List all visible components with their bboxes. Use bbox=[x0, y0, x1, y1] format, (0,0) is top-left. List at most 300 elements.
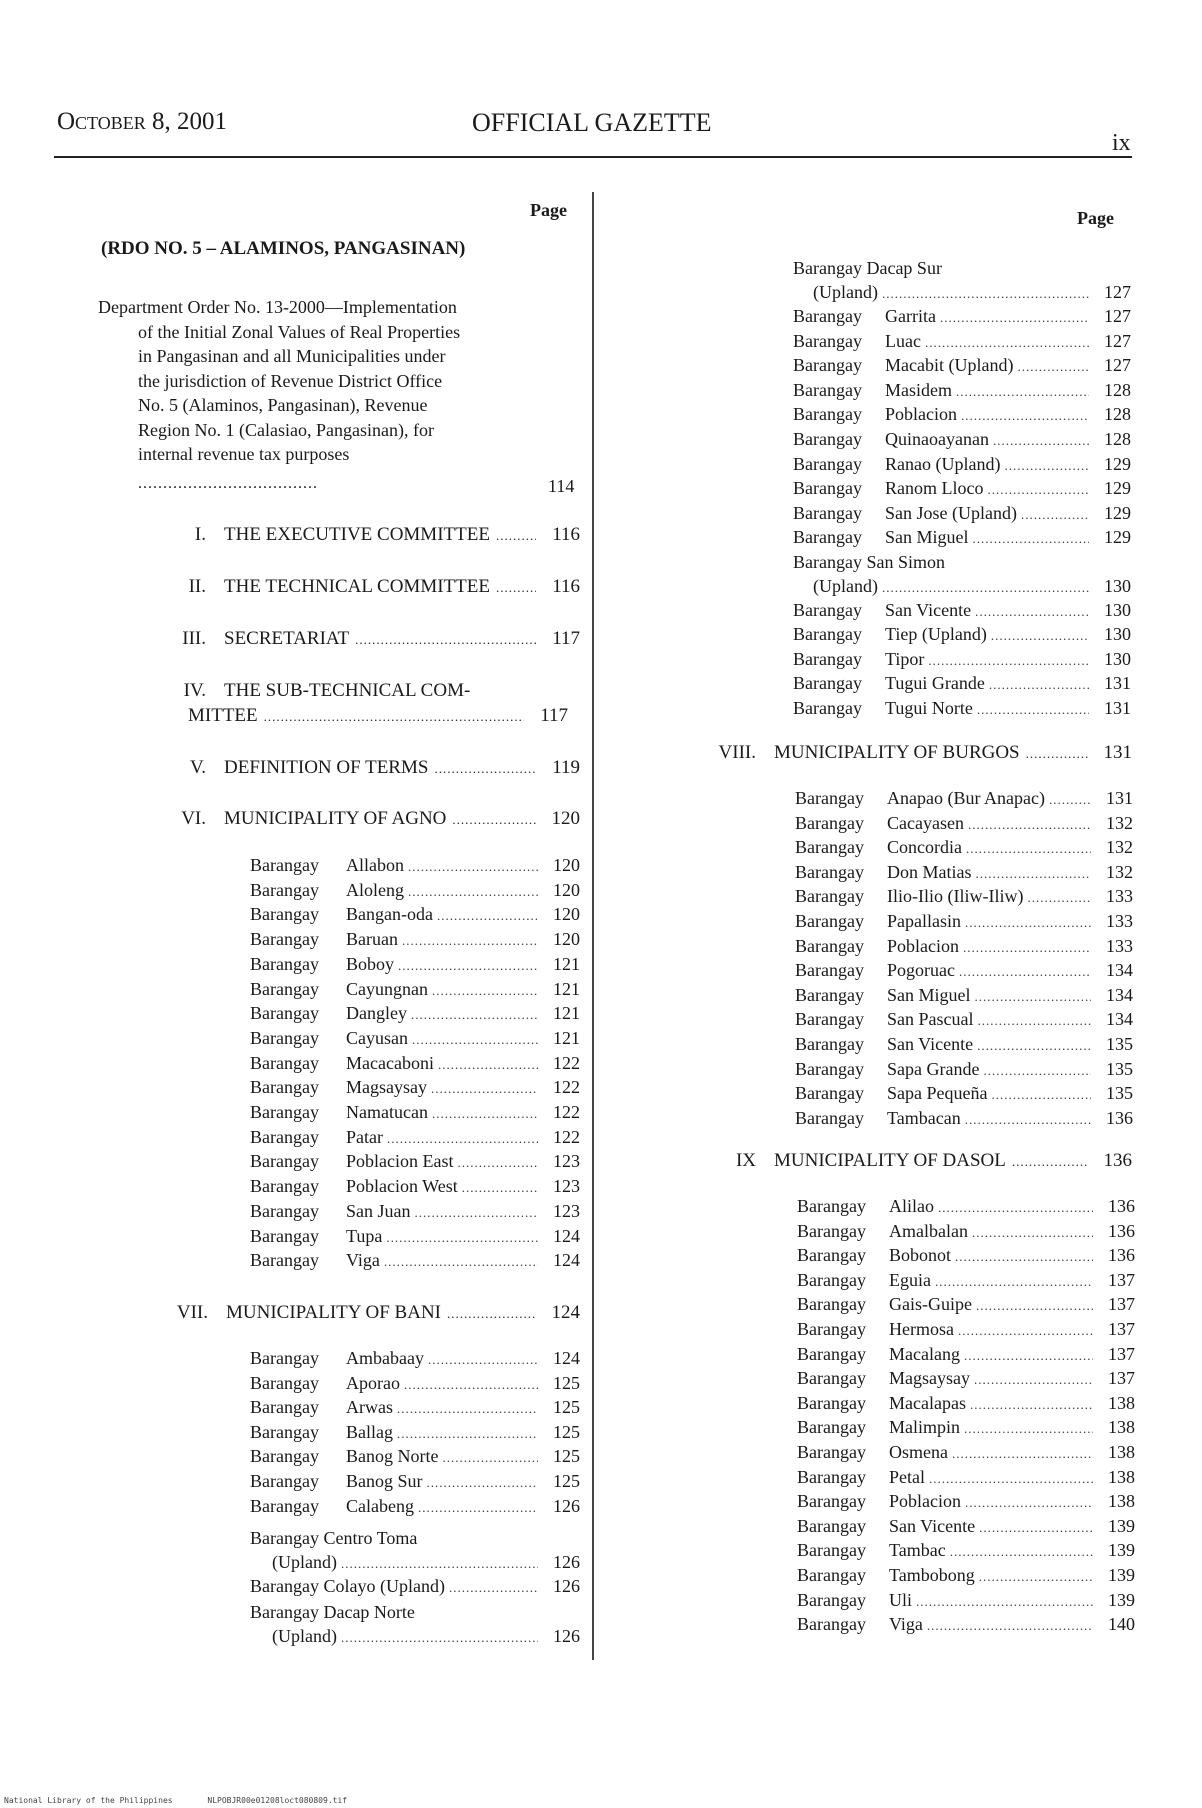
dot-leader bbox=[956, 380, 1089, 404]
barangay-label bbox=[250, 902, 433, 926]
dot-leader bbox=[341, 1552, 538, 1576]
dot-leader bbox=[449, 1576, 538, 1600]
barangay-prefix: Barangay bbox=[250, 879, 319, 900]
barangay-entry bbox=[250, 1420, 580, 1444]
barangay-page: 120 bbox=[553, 879, 580, 900]
dot-leader bbox=[452, 807, 536, 833]
barangay-name: Poblacion West bbox=[346, 1176, 458, 1197]
barangay-name: Tiep (Upland) bbox=[885, 624, 987, 645]
barangay-page: 129 bbox=[1104, 453, 1131, 474]
barangay-prefix: Barangay bbox=[250, 978, 319, 999]
barangay-entry bbox=[250, 952, 580, 976]
department-order bbox=[98, 295, 538, 467]
dot-leader bbox=[442, 1446, 538, 1470]
department-order-line: No. 5 (Alaminos, Pangasinan), Revenue bbox=[138, 395, 428, 415]
barangay-name: Cacayasen bbox=[887, 812, 964, 833]
barangay-page: 134 bbox=[1106, 984, 1133, 1005]
barangay-entry bbox=[795, 958, 1133, 982]
dot-leader bbox=[950, 1540, 1093, 1564]
dot-leader bbox=[993, 429, 1089, 453]
barangay-entry bbox=[793, 671, 1131, 695]
barangay-label bbox=[250, 1420, 393, 1444]
barangay-prefix: Barangay bbox=[250, 1151, 319, 1172]
barangay-prefix: Barangay bbox=[793, 502, 862, 523]
barangay-entry bbox=[795, 835, 1133, 859]
barangay-name: Sapa Grande bbox=[887, 1058, 980, 1079]
barangay-entry bbox=[250, 1248, 580, 1272]
section-title: MUNICIPALITY OF DASOL bbox=[774, 1150, 1006, 1171]
barangay-label bbox=[793, 598, 971, 622]
dot-leader bbox=[976, 1294, 1093, 1318]
barangay-label bbox=[793, 696, 973, 720]
section-number: I. bbox=[194, 524, 206, 545]
barangay-entry bbox=[795, 1106, 1133, 1130]
barangay-entry bbox=[797, 1538, 1135, 1562]
barangay-label bbox=[795, 811, 964, 835]
dot-leader bbox=[462, 1176, 538, 1200]
department-order-line: internal revenue tax purposes bbox=[138, 444, 350, 464]
barangay-name: San Pascual bbox=[887, 1009, 974, 1030]
barangay-name: San Vicente bbox=[889, 1515, 976, 1536]
barangay-label bbox=[795, 909, 961, 933]
dot-leader bbox=[457, 1151, 538, 1175]
dot-leader bbox=[404, 1373, 538, 1397]
barangay-entry bbox=[797, 1268, 1135, 1292]
barangay-label bbox=[250, 1174, 458, 1198]
section-entry bbox=[162, 806, 580, 832]
barangay-entry bbox=[250, 1174, 580, 1198]
footer-library: National Library of the Philippines bbox=[4, 1796, 173, 1805]
barangay-prefix: Barangay bbox=[795, 1107, 864, 1128]
barangay-entry bbox=[795, 1081, 1133, 1105]
dot-leader bbox=[1027, 886, 1091, 910]
barangay-name: Macalang bbox=[889, 1343, 960, 1364]
section-title: MITTEE bbox=[188, 705, 258, 726]
dot-leader bbox=[882, 282, 1089, 306]
barangay-name: San Miguel bbox=[885, 527, 969, 548]
barangay-label bbox=[795, 884, 1023, 908]
barangay-prefix: Barangay bbox=[250, 953, 319, 974]
barangay-page: 130 bbox=[1104, 648, 1131, 669]
barangay-entry bbox=[793, 353, 1131, 377]
barangay-entry bbox=[793, 402, 1131, 426]
barangay-label: Barangay Colayo (Upland) bbox=[250, 1576, 445, 1596]
section-title: THE TECHNICAL COMMITTEE bbox=[224, 576, 490, 597]
barangay-prefix: Barangay bbox=[793, 624, 862, 645]
barangay-label bbox=[250, 1494, 414, 1518]
barangay-name: Ballag bbox=[346, 1421, 393, 1442]
barangay-page: 124 bbox=[553, 1225, 580, 1246]
barangay-prefix: Barangay bbox=[797, 1565, 866, 1585]
barangay-name: Tupa bbox=[346, 1225, 383, 1246]
barangay-prefix: Barangay bbox=[250, 1225, 319, 1246]
barangay-prefix: Barangay bbox=[250, 1077, 319, 1098]
barangay-name: Patar bbox=[346, 1126, 383, 1147]
barangay-label bbox=[795, 983, 971, 1007]
barangay-prefix: Barangay bbox=[250, 1052, 319, 1073]
barangay-page: 127 bbox=[1104, 355, 1131, 376]
dot-leader bbox=[987, 478, 1089, 502]
barangay-label bbox=[797, 1538, 946, 1562]
barangay-label bbox=[797, 1440, 948, 1464]
barangay-name: Gais-Guipe bbox=[889, 1294, 972, 1315]
barangay-label bbox=[797, 1563, 975, 1587]
section-entry bbox=[162, 755, 580, 781]
barangay-prefix: Barangay bbox=[250, 1176, 319, 1197]
barangay-label bbox=[797, 1268, 931, 1292]
barangay-name: Namatucan bbox=[346, 1102, 428, 1122]
section-page: 117 bbox=[552, 628, 580, 649]
barangay-label bbox=[250, 1469, 423, 1493]
barangay-page: 139 bbox=[1108, 1565, 1135, 1585]
barangay-page: 128 bbox=[1104, 379, 1131, 400]
barangay-entry bbox=[797, 1489, 1135, 1513]
barangay-prefix: Barangay bbox=[795, 1058, 864, 1079]
dot-leader bbox=[940, 306, 1089, 330]
barangay-prefix: Barangay bbox=[797, 1269, 866, 1290]
dot-leader bbox=[428, 1348, 538, 1372]
section-entry bbox=[188, 703, 568, 729]
dot-leader bbox=[431, 1077, 538, 1101]
barangay-label bbox=[250, 1395, 393, 1419]
barangay-page: 137 bbox=[1108, 1319, 1135, 1339]
barangay-page: 126 bbox=[553, 1576, 580, 1596]
barangay-entry bbox=[797, 1292, 1135, 1316]
barangay-prefix: Barangay bbox=[797, 1392, 866, 1413]
barangay-name: Ranao (Upland) bbox=[885, 453, 1001, 474]
barangay-page: 122 bbox=[553, 1102, 580, 1122]
barangay-name: Concordia bbox=[887, 837, 962, 858]
dot-leader bbox=[432, 1102, 538, 1126]
barangay-name: Tambacan bbox=[887, 1107, 961, 1128]
barangay-prefix: Barangay bbox=[797, 1319, 866, 1339]
dot-leader bbox=[398, 954, 538, 978]
barangay-label bbox=[797, 1219, 968, 1243]
section-page: 116 bbox=[552, 576, 580, 597]
barangay-continuation: (Upland) bbox=[813, 576, 878, 596]
barangay-name: Tugui Grande bbox=[885, 673, 985, 694]
barangay-name: Poblacion bbox=[889, 1491, 961, 1512]
barangay-label bbox=[795, 1081, 987, 1105]
dot-leader bbox=[970, 1393, 1093, 1417]
barangay-page: 135 bbox=[1106, 1058, 1133, 1079]
dot-leader bbox=[438, 1053, 538, 1077]
barangay-entry bbox=[795, 1057, 1133, 1081]
barangay-prefix: Barangay bbox=[250, 1126, 319, 1147]
barangay-label bbox=[797, 1292, 972, 1316]
barangay-label bbox=[795, 958, 955, 982]
barangay-entry bbox=[797, 1514, 1135, 1538]
barangay-page: 131 bbox=[1104, 697, 1131, 718]
section-entry bbox=[162, 522, 580, 548]
barangay-name: Aporao bbox=[346, 1372, 400, 1393]
barangay-page: 133 bbox=[1106, 911, 1133, 931]
barangay-name: Tugui Norte bbox=[885, 697, 973, 718]
barangay-entry bbox=[250, 1574, 580, 1598]
barangay-prefix: Barangay bbox=[250, 1200, 319, 1221]
barangay-entry-line1: Barangay Dacap Norte bbox=[250, 1602, 415, 1622]
barangay-label bbox=[797, 1612, 923, 1636]
section-number: II. bbox=[188, 576, 206, 597]
barangay-prefix: Barangay bbox=[250, 1372, 319, 1393]
section-title: THE SUB-TECHNICAL COM- bbox=[224, 680, 471, 701]
barangay-prefix: Barangay bbox=[797, 1196, 866, 1216]
dot-leader bbox=[412, 1028, 538, 1052]
barangay-page: 128 bbox=[1104, 404, 1131, 425]
dot-leader bbox=[387, 1127, 538, 1151]
barangay-name: Viga bbox=[346, 1250, 380, 1271]
barangay-entry bbox=[250, 1075, 580, 1099]
barangay-label bbox=[793, 671, 985, 695]
barangay-entry-line2 bbox=[272, 1550, 580, 1574]
section-number: VII. bbox=[176, 1302, 208, 1323]
barangay-label bbox=[795, 786, 1045, 810]
barangay-label bbox=[250, 1001, 407, 1025]
barangay-label bbox=[797, 1588, 912, 1612]
barangay-page: 134 bbox=[1106, 1009, 1133, 1030]
barangay-prefix: Barangay bbox=[793, 478, 862, 499]
barangay-entry-line1: Barangay San Simon bbox=[793, 552, 945, 572]
barangay-entry bbox=[797, 1243, 1135, 1267]
barangay-page: 121 bbox=[553, 953, 580, 974]
barangay-prefix: Barangay bbox=[250, 1446, 319, 1467]
barangay-page: 125 bbox=[553, 1421, 580, 1442]
barangay-entry bbox=[795, 1032, 1133, 1056]
barangay-label bbox=[250, 1051, 434, 1075]
barangay-page: 126 bbox=[553, 1552, 580, 1572]
barangay-page: 137 bbox=[1108, 1343, 1135, 1364]
barangay-continuation: (Upland) bbox=[813, 282, 878, 302]
barangay-entry bbox=[250, 1149, 580, 1173]
barangay-page: 130 bbox=[1104, 576, 1131, 596]
barangay-prefix: Barangay bbox=[795, 1083, 864, 1104]
dot-leader bbox=[991, 1083, 1091, 1107]
department-order-dots: .................................... bbox=[138, 475, 318, 492]
barangay-entry bbox=[797, 1194, 1135, 1218]
barangay-page: 130 bbox=[1104, 600, 1131, 620]
barangay-label bbox=[250, 1199, 411, 1223]
dot-leader bbox=[938, 1196, 1093, 1220]
barangay-entry bbox=[250, 1395, 580, 1419]
barangay-prefix: Barangay bbox=[795, 984, 864, 1005]
barangay-prefix: Barangay bbox=[793, 379, 862, 400]
right-page-label: Page bbox=[1077, 208, 1114, 228]
barangay-page: 138 bbox=[1108, 1392, 1135, 1413]
dot-leader bbox=[1021, 503, 1089, 527]
barangay-name: Bangan-oda bbox=[346, 904, 433, 925]
barangay-page: 138 bbox=[1108, 1442, 1135, 1462]
barangay-entry bbox=[250, 1026, 580, 1050]
section-entry bbox=[162, 678, 580, 704]
barangay-page: 124 bbox=[553, 1250, 580, 1271]
barangay-name: San Miguel bbox=[887, 984, 971, 1005]
barangay-page: 136 bbox=[1108, 1220, 1135, 1241]
barangay-page: 136 bbox=[1108, 1196, 1135, 1216]
barangay-page: 126 bbox=[553, 1495, 580, 1516]
barangay-label bbox=[797, 1194, 934, 1218]
barangay-label bbox=[793, 622, 987, 646]
barangay-prefix: Barangay bbox=[250, 1003, 319, 1024]
barangay-entry bbox=[795, 909, 1133, 933]
barangay-entry bbox=[795, 786, 1133, 810]
barangay-page: 128 bbox=[1104, 429, 1131, 449]
barangay-name: Quinaoayanan bbox=[885, 429, 989, 449]
dot-leader bbox=[432, 979, 538, 1003]
barangay-page: 131 bbox=[1104, 673, 1131, 694]
section-number: VI. bbox=[181, 808, 206, 829]
barangay-page: 131 bbox=[1106, 788, 1133, 808]
barangay-name: Macacaboni bbox=[346, 1052, 434, 1073]
barangay-label bbox=[793, 647, 924, 671]
barangay-entry bbox=[793, 476, 1131, 500]
dot-leader bbox=[983, 1059, 1091, 1083]
barangay-label bbox=[793, 501, 1017, 525]
barangay-page: 130 bbox=[1104, 624, 1131, 645]
barangay-page: 137 bbox=[1108, 1269, 1135, 1290]
department-order-page: 114 bbox=[548, 476, 575, 496]
barangay-prefix: Barangay bbox=[795, 861, 864, 882]
barangay-label bbox=[797, 1342, 960, 1366]
barangay-entry bbox=[793, 427, 1131, 451]
barangay-page: 121 bbox=[553, 978, 580, 999]
barangay-page: 123 bbox=[553, 1151, 580, 1172]
barangay-label bbox=[793, 476, 983, 500]
dot-leader bbox=[496, 523, 536, 549]
barangay-entry bbox=[797, 1317, 1135, 1341]
barangay-name: Anapao (Bur Anapac) bbox=[887, 788, 1045, 808]
barangay-page: 125 bbox=[553, 1372, 580, 1393]
barangay-name: Magsaysay bbox=[889, 1368, 970, 1389]
barangay-entry bbox=[793, 696, 1131, 720]
header-date: October 8, 2001 bbox=[57, 108, 227, 135]
barangay-label bbox=[250, 853, 404, 877]
barangay-prefix: Barangay bbox=[250, 904, 319, 925]
barangay-entry bbox=[250, 1001, 580, 1025]
section-title: THE EXECUTIVE COMMITTEE bbox=[224, 524, 490, 545]
dot-leader bbox=[958, 1319, 1093, 1343]
dot-leader bbox=[427, 1471, 539, 1495]
barangay-prefix: Barangay bbox=[795, 1034, 864, 1054]
barangay-name: Arwas bbox=[346, 1397, 393, 1418]
barangay-entry bbox=[795, 811, 1133, 835]
barangay-prefix: Barangay bbox=[797, 1589, 866, 1610]
barangay-prefix: Barangay bbox=[793, 673, 862, 694]
barangay-prefix: Barangay bbox=[793, 429, 862, 449]
barangay-page: 127 bbox=[1104, 306, 1131, 326]
dot-leader bbox=[966, 837, 1091, 861]
dot-leader bbox=[991, 624, 1089, 648]
barangay-page: 137 bbox=[1108, 1294, 1135, 1315]
barangay-name: Calabeng bbox=[346, 1495, 414, 1516]
barangay-prefix: Barangay bbox=[793, 527, 862, 548]
barangay-name: Amalbalan bbox=[889, 1220, 968, 1241]
scan-footer bbox=[4, 1796, 377, 1805]
dot-leader bbox=[1049, 788, 1091, 812]
dot-leader bbox=[965, 911, 1091, 935]
barangay-prefix: Barangay bbox=[250, 929, 319, 950]
barangay-page: 139 bbox=[1108, 1515, 1135, 1536]
barangay-entry bbox=[250, 1224, 580, 1248]
header-title: OFFICIAL GAZETTE bbox=[472, 108, 712, 137]
dot-leader bbox=[355, 627, 536, 653]
dot-leader bbox=[408, 880, 538, 904]
barangay-label bbox=[250, 1125, 383, 1149]
barangay-label bbox=[797, 1317, 954, 1341]
barangay-entry bbox=[793, 501, 1131, 525]
barangay-name: Dangley bbox=[346, 1003, 407, 1024]
header-page-number: ix bbox=[1112, 130, 1131, 156]
dot-leader bbox=[973, 527, 1090, 551]
barangay-label bbox=[797, 1366, 970, 1390]
barangay-entry bbox=[793, 647, 1131, 671]
section-entry bbox=[162, 626, 580, 652]
section-page: 136 bbox=[1103, 1150, 1132, 1171]
dot-leader bbox=[964, 1417, 1093, 1441]
barangay-entry bbox=[250, 878, 580, 902]
barangay-entry bbox=[793, 304, 1131, 328]
section-entry bbox=[712, 1148, 1132, 1174]
dot-leader bbox=[397, 1397, 538, 1421]
dot-leader bbox=[968, 813, 1091, 837]
barangay-prefix: Barangay bbox=[795, 1009, 864, 1030]
barangay-page: 125 bbox=[553, 1397, 580, 1418]
barangay-entry bbox=[250, 1494, 580, 1518]
barangay-prefix: Barangay bbox=[793, 306, 862, 326]
dot-leader bbox=[384, 1250, 538, 1274]
barangay-continuation: (Upland) bbox=[272, 1626, 337, 1646]
dot-leader bbox=[976, 862, 1092, 886]
dot-leader bbox=[264, 704, 524, 730]
barangay-page: 125 bbox=[553, 1446, 580, 1467]
barangay-prefix: Barangay bbox=[795, 812, 864, 833]
barangay-entry bbox=[797, 1415, 1135, 1439]
barangay-name: Don Matias bbox=[887, 861, 972, 882]
barangay-page: 139 bbox=[1108, 1540, 1135, 1561]
barangay-prefix: Barangay bbox=[797, 1343, 866, 1364]
barangay-label bbox=[793, 402, 957, 426]
dot-leader bbox=[975, 600, 1089, 624]
barangay-prefix: Barangay bbox=[797, 1294, 866, 1315]
barangay-prefix: Barangay bbox=[793, 330, 862, 351]
barangay-prefix: Barangay bbox=[250, 1027, 319, 1048]
barangay-label bbox=[793, 378, 952, 402]
barangay-prefix: Barangay bbox=[250, 1250, 319, 1271]
dot-leader bbox=[418, 1496, 538, 1520]
barangay-entry bbox=[797, 1612, 1135, 1636]
dot-leader bbox=[437, 904, 538, 928]
barangay-entry bbox=[797, 1440, 1135, 1464]
barangay-entry bbox=[793, 525, 1131, 549]
barangay-name: Banog Norte bbox=[346, 1446, 439, 1467]
barangay-name: San Jose (Upland) bbox=[885, 502, 1017, 523]
dot-leader bbox=[916, 1590, 1093, 1614]
barangay-prefix: Barangay bbox=[797, 1515, 866, 1536]
rdo-heading: (RDO NO. 5 – ALAMINOS, PANGASINAN) bbox=[101, 238, 466, 259]
barangay-prefix: Barangay bbox=[797, 1220, 866, 1241]
dot-leader bbox=[965, 1108, 1091, 1132]
dot-leader bbox=[434, 756, 536, 782]
dot-leader bbox=[1026, 741, 1088, 767]
barangay-prefix: Barangay bbox=[793, 600, 862, 620]
section-entry bbox=[712, 740, 1132, 766]
section-title: MUNICIPALITY OF BURGOS bbox=[774, 742, 1020, 763]
section-page: 120 bbox=[551, 808, 580, 829]
barangay-name: Garrita bbox=[885, 306, 936, 326]
barangay-name: Eguia bbox=[889, 1269, 931, 1290]
barangay-name: Allabon bbox=[346, 855, 404, 875]
dot-leader bbox=[952, 1442, 1093, 1466]
barangay-label bbox=[797, 1489, 961, 1513]
